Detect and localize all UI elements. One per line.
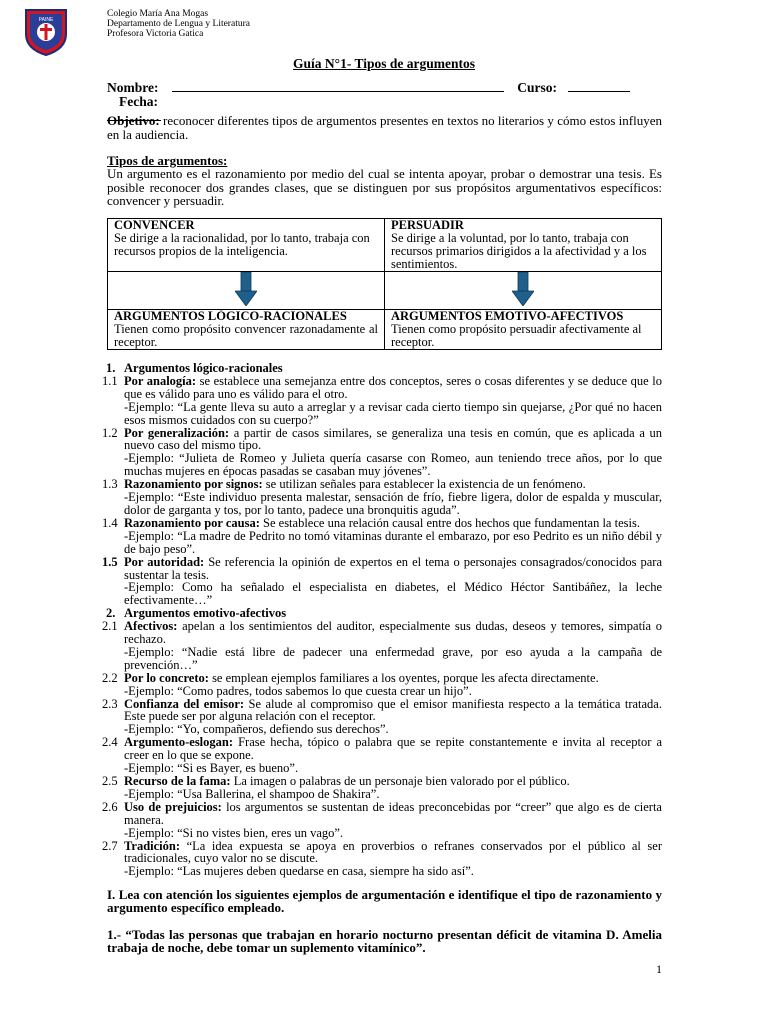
- argument-list: [102, 362, 662, 878]
- list-item: 1.2 Por generalización: a partir de casos similares, se generaliza una tesis en común, que es aplicada a un nuevo caso del mismo tipo. -Ejemplo: “Julieta de Romeo y Julieta quería casarse con Romeo, aun teniendo trece años, por lo que muchas mujeres en épocas pasadas se casaban muy jóvenes”.: [102, 425, 662, 479]
- logico-title: ARGUMENTOS LÓGICO-RACIONALES: [114, 309, 347, 323]
- list-item: 2.7 Tradición: “La idea expuesta se apoya en proverbios o refranes conservados por el público al ser tradicionales, cuyo valor no se discute. -Ejemplo: “Las mujeres deben quedarse en casa, siempre ha sido así”.: [102, 838, 662, 879]
- convencer-text: Se dirige a la racionalidad, por lo tanto, trabaja con recursos propios de la inteligencia.: [114, 231, 370, 258]
- course-label: Curso:: [517, 80, 557, 95]
- persuadir-text: Se dirige a la voluntad, por lo tanto, trabaja con recursos primarios dirigidos a la afectividad y a los sentimientos.: [391, 231, 647, 271]
- arrow-down-icon: [235, 272, 257, 306]
- teacher-name: Profesora Victoria Gatica: [107, 29, 204, 39]
- types-intro: Un argumento es el razonamiento por medio del cual se intenta apoyar, probar o demostrar una tesis. Es posible reconocer dos grandes clases, que se distinguen por sus propósitos argumentativos específicos: convencer y persuadir.: [107, 166, 662, 208]
- list-item: 2.1 Afectivos: apelan a los sentimientos del auditor, especialmente sus dudas, deseos y temores, simpatía o rechazo. -Ejemplo: “Nadie está libre de padecer una enfermedad grave, por eso ayuda a la campaña de prevención…”: [102, 619, 662, 672]
- list-item: 1.5 Por autoridad: Se referencia la opinión de expertos en el tema o personajes consagrados/conocidos para sustentar la tesis. -Ejemplo: Como ha señalado el especialista en diabetes, el Médico Héctor Santibáñez, la leche efectivamente…”: [102, 554, 662, 608]
- emotivo-title: ARGUMENTOS EMOTIVO-AFECTIVOS: [391, 309, 624, 323]
- list-item: 2.5 Recurso de la fama: La imagen o palabras de un personaje bien valorado por el público. -Ejemplo: “Usa Ballerina, el shampoo de Shakira”.: [102, 774, 570, 801]
- question-1: 1.- “Todas las personas que trabajan en horario nocturno presentan déficit de vitamina D. Amelia trabaja de noche, debe tomar un suplemento vitamínico”.: [107, 927, 662, 955]
- list-item: 2.6 Uso de prejuicios: los argumentos se sustentan de ideas preconcebidas por “creer” que algo es de cierta manera. -Ejemplo: “Si no vistes bien, eres un vago”.: [102, 799, 662, 840]
- arrow-down-icon: [512, 272, 534, 306]
- section-heading: 2. Argumentos emotivo-afectivos: [106, 606, 287, 621]
- convencer-cell: [108, 219, 385, 272]
- persuadir-cell: [385, 219, 662, 272]
- list-item: 1.3 Razonamiento por signos: se utilizan señales para establecer la existencia de un fenómeno. -Ejemplo: “Este individuo presenta malestar, sensación de frío, fiebre ligera, dolor de espalda y muscular, dolor de garganta y tos, por lo tanto, padece una bronquitis aguda”.: [102, 477, 662, 517]
- emotivo-text: Tienen como propósito persuadir afectivamente al receptor.: [391, 322, 642, 349]
- date-label: Fecha:: [119, 93, 158, 109]
- arrow-cell-left: [108, 272, 385, 310]
- objective-label: Objetivo:: [107, 113, 160, 128]
- page-title: Guía N°1- Tipos de argumentos: [293, 56, 475, 71]
- arrow-cell-right: [385, 272, 662, 310]
- persuadir-title: PERSUADIR: [391, 218, 464, 232]
- page-number: 1: [656, 962, 662, 976]
- course-field[interactable]: [568, 80, 630, 92]
- convencer-title: CONVENCER: [114, 218, 195, 232]
- logo-text: PAINE: [38, 17, 54, 23]
- name-label: Nombre:: [107, 80, 159, 95]
- logico-text: Tienen como propósito convencer razonadamente al receptor.: [114, 322, 378, 349]
- logico-cell: [108, 310, 385, 350]
- list-item: 2.3 Confianza del emisor: Se alude al compromiso que el emisor manifiesta respecto a la temática tratada. Este puede ser por alguna relación con el receptor. -Ejemplo: “Yo, compañeros, defiendo sus derechos”.: [102, 696, 662, 737]
- school-logo: [24, 8, 68, 56]
- list-item: 2.2 Por lo concreto: se emplean ejemplos familiares a los oyentes, porque les afecta directamente. -Ejemplo: “Como padres, todos sabemos lo que cuesta crear un hijo”.: [102, 670, 599, 698]
- school-name: Colegio María Ana Mogas: [107, 9, 209, 19]
- section-heading: 1. Argumentos lógico-racionales: [106, 361, 283, 375]
- instruction: I. Lea con atención los siguientes ejemplos de argumentación e identifique el tipo de razonamiento y argumento específico empleado.: [107, 887, 662, 915]
- list-item: 2.4 Argumento-eslogan: Frase hecha, tópico o palabra que se repite constantemente e invita al receptor a creer en lo que se expone. -Ejemplo: “Si es Bayer, es bueno”.: [102, 735, 662, 776]
- list-item: 1.4 Razonamiento por causa: Se establece una relación causal entre dos hechos que fundamentan la tesis. -Ejemplo: “La madre de Pedrito no tomó vitaminas durante el embarazo, por eso Pedrito es un niño débil y de bajo peso”.: [102, 515, 662, 556]
- list-item: 1.1 Por analogía: se establece una semejanza entre dos conceptos, seres o cosas diferentes y se deduce que lo que es válido para uno es válido para el otro. -Ejemplo: “La gente lleva su auto a arreglar y a revisar cada cierto tiempo sin quejarse, ¿Por qué no hacen esos mismos cuidados con su cuerpo?”: [102, 373, 662, 427]
- emotivo-cell: [385, 310, 662, 350]
- department-name: Departamento de Lengua y Literatura: [107, 19, 250, 29]
- name-field[interactable]: [172, 80, 504, 92]
- argument-types-table: [107, 218, 662, 350]
- objective: [107, 114, 662, 141]
- document-header: [107, 9, 250, 39]
- types-heading: Tipos de argumentos:: [107, 153, 228, 168]
- objective-text: reconocer diferentes tipos de argumentos presentes en textos no literarios y cómo estos influyen en la audiencia.: [107, 113, 662, 142]
